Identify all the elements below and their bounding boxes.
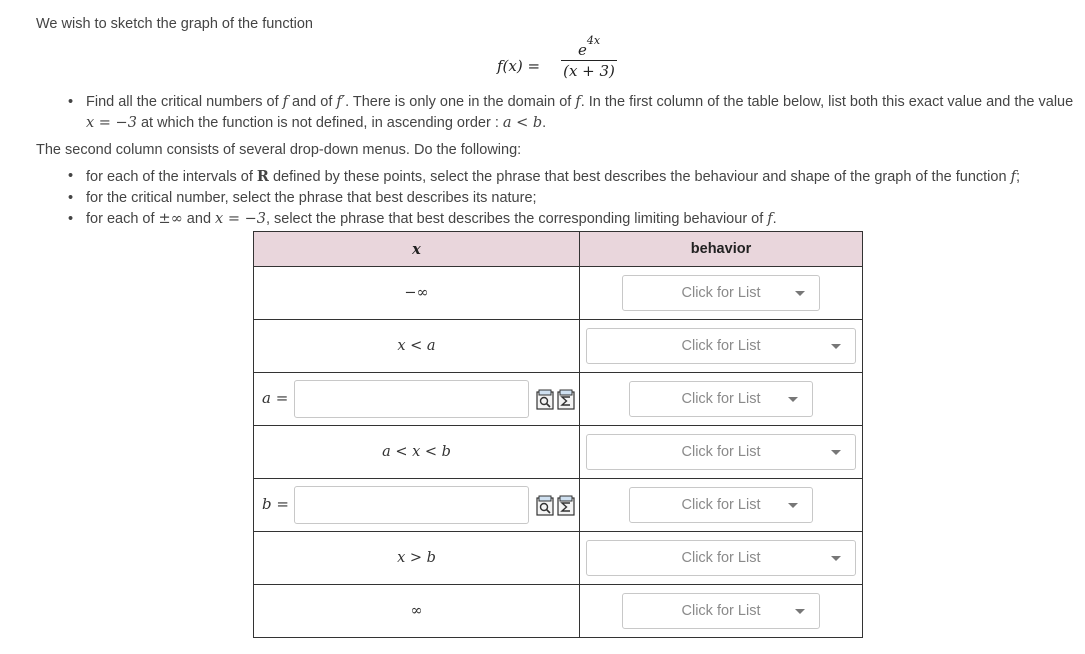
table-row bbox=[254, 267, 863, 320]
behavior-dropdown[interactable]: Click for List bbox=[622, 275, 820, 311]
chevron-down-icon bbox=[788, 397, 798, 402]
row-x-value: −∞ bbox=[254, 267, 580, 320]
instruction-intervals: • for each of the intervals of R defined by these points, select the phrase that best describes the behaviour and shape of the graph of the function f; bbox=[36, 166, 1076, 188]
preview-icon[interactable] bbox=[536, 389, 554, 415]
instructions-list-2 bbox=[36, 166, 1076, 230]
behavior-dropdown[interactable]: Click for List bbox=[629, 487, 813, 523]
behavior-dropdown[interactable]: Click for List bbox=[586, 434, 856, 470]
preview-icon[interactable] bbox=[536, 495, 554, 521]
intro-text: We wish to sketch the graph of the function bbox=[36, 16, 314, 32]
table-row bbox=[254, 532, 863, 585]
math-tools bbox=[536, 389, 575, 415]
table-row bbox=[254, 585, 863, 638]
instructions-list-1 bbox=[36, 92, 1076, 134]
b-value-input[interactable] bbox=[294, 486, 529, 524]
formula-fraction bbox=[561, 34, 617, 80]
behavior-table bbox=[253, 231, 863, 638]
table-row bbox=[254, 373, 863, 426]
table-header bbox=[254, 232, 863, 267]
behavior-dropdown[interactable]: Click for List bbox=[586, 328, 856, 364]
table-row bbox=[254, 426, 863, 479]
chevron-down-icon bbox=[795, 609, 805, 614]
behavior-dropdown[interactable]: Click for List bbox=[622, 593, 820, 629]
formula-num-exp: 4x bbox=[586, 34, 601, 47]
second-column-text: The second column consists of several drop-down menus. Do the following: bbox=[36, 142, 522, 158]
chevron-down-icon bbox=[788, 503, 798, 508]
chevron-down-icon bbox=[795, 291, 805, 296]
a-value-input[interactable] bbox=[294, 380, 529, 418]
table-row bbox=[254, 479, 863, 532]
math-tools bbox=[536, 495, 575, 521]
label-a: a = bbox=[262, 389, 289, 407]
header-behavior: behavior bbox=[580, 232, 863, 267]
chevron-down-icon bbox=[831, 556, 841, 561]
chevron-down-icon bbox=[831, 450, 841, 455]
header-x: x bbox=[254, 232, 580, 267]
row-x-value: a < x < b bbox=[254, 426, 580, 479]
equation-editor-icon[interactable] bbox=[557, 495, 575, 521]
row-x-value: x > b bbox=[254, 532, 580, 585]
behavior-dropdown[interactable]: Click for List bbox=[629, 381, 813, 417]
behavior-dropdown[interactable]: Click for List bbox=[586, 540, 856, 576]
instruction-critical: • for the critical number, select the phrase that best describes its nature; bbox=[36, 188, 1076, 209]
label-b: b = bbox=[262, 495, 289, 513]
instruction-critical-numbers: • Find all the critical numbers of f and of f′. There is only one in the domain of f. In the first column of the table below, list both this exact value and the value x = −3 at which the function is not defined, in ascending order : a < b. bbox=[36, 92, 1076, 134]
formula-denominator: (x + 3) bbox=[563, 62, 615, 80]
chevron-down-icon bbox=[831, 344, 841, 349]
row-x-value: ∞ bbox=[254, 585, 580, 638]
table-row bbox=[254, 320, 863, 373]
row-x-value: x < a bbox=[254, 320, 580, 373]
instruction-limits: • for each of ±∞ and x = −3, select the phrase that best describes the corresponding limiting behaviour of f. bbox=[36, 209, 1076, 230]
equation-editor-icon[interactable] bbox=[557, 389, 575, 415]
formula-lhs: f(x) = bbox=[497, 57, 541, 75]
formula-num-base: e bbox=[577, 41, 587, 59]
